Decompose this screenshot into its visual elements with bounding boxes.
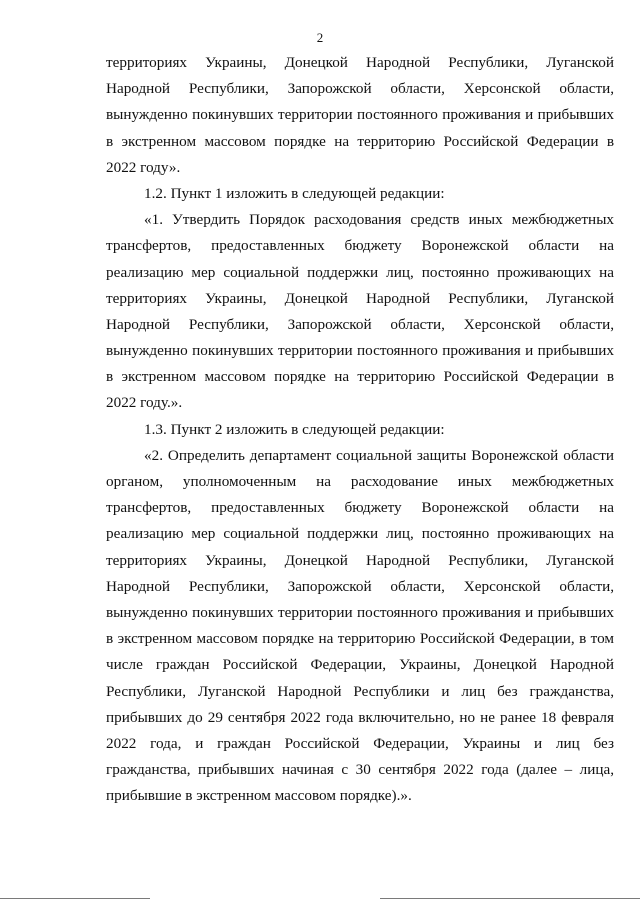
text-line: в экстренном массовом порядке на территорию Российской Федерации в xyxy=(106,368,614,386)
text-line: 2022 году.». xyxy=(106,394,183,412)
text-line: «2. Определить департамент социальной защиты Воронежской области xyxy=(144,446,614,464)
text-line: Народной Республики, Запорожской области, Херсонской области, xyxy=(106,577,614,595)
text-line: прибывших до 29 сентября 2022 года включительно, но не ранее 18 февраля xyxy=(106,708,614,726)
text-line: 1.2. Пункт 1 изложить в следующей редакции: xyxy=(144,184,445,202)
text-line: 2022 года, и граждан Российской Федерации, Украины и лиц без xyxy=(106,734,614,752)
text-line: в экстренном массовом порядке на территорию Российской Федерации, в том xyxy=(106,630,614,648)
text-line: в экстренном массовом порядке на территорию Российской Федерации в xyxy=(106,132,614,150)
text-line: числе граждан Российской Федерации, Украины, Донецкой Народной xyxy=(106,656,614,674)
text-line: реализацию мер социальной поддержки лиц, постоянно проживающих на xyxy=(106,263,614,281)
text-line: территориях Украины, Донецкой Народной Республики, Луганской xyxy=(106,54,614,71)
text-line: Республики, Луганской Народной Республики и лиц без гражданства, xyxy=(106,682,614,700)
text-line: реализацию мер социальной поддержки лиц, постоянно проживающих на xyxy=(106,525,614,543)
text-line: трансфертов, предоставленных бюджету Воронежской области на xyxy=(106,499,614,517)
document-body xyxy=(106,50,614,809)
text-line: гражданства, прибывших начиная с 30 сентября 2022 года (далее – лица, xyxy=(106,761,614,779)
text-line: органом, уполномоченным на расходование иных межбюджетных xyxy=(106,473,614,490)
text-line: вынужденно покинувших территории постоянного проживания и прибывших xyxy=(106,342,614,360)
text-line: прибывшие в экстренном массовом порядке).». xyxy=(106,787,412,805)
text-line: трансфертов, предоставленных бюджету Воронежской области на xyxy=(106,237,614,255)
page-number: 2 xyxy=(316,30,324,45)
text-line: Народной Республики, Запорожской области, Херсонской области, xyxy=(106,315,614,333)
text-line: территориях Украины, Донецкой Народной Республики, Луганской xyxy=(106,289,614,307)
scan-edge-line-right xyxy=(380,898,640,899)
text-line: 2022 году». xyxy=(106,158,181,176)
scan-edge-line-left xyxy=(0,898,150,899)
text-line: вынужденно покинувших территории постоянного проживания и прибывших xyxy=(106,603,614,621)
text-line: 1.3. Пункт 2 изложить в следующей редакции: xyxy=(144,420,445,438)
text-line: вынужденно покинувших территории постоянного проживания и прибывших xyxy=(106,106,614,124)
text-line: Народной Республики, Запорожской области, Херсонской области, xyxy=(106,80,614,98)
text-line: «1. Утвердить Порядок расходования средств иных межбюджетных xyxy=(144,211,614,229)
text-line: территориях Украины, Донецкой Народной Республики, Луганской xyxy=(106,551,614,569)
